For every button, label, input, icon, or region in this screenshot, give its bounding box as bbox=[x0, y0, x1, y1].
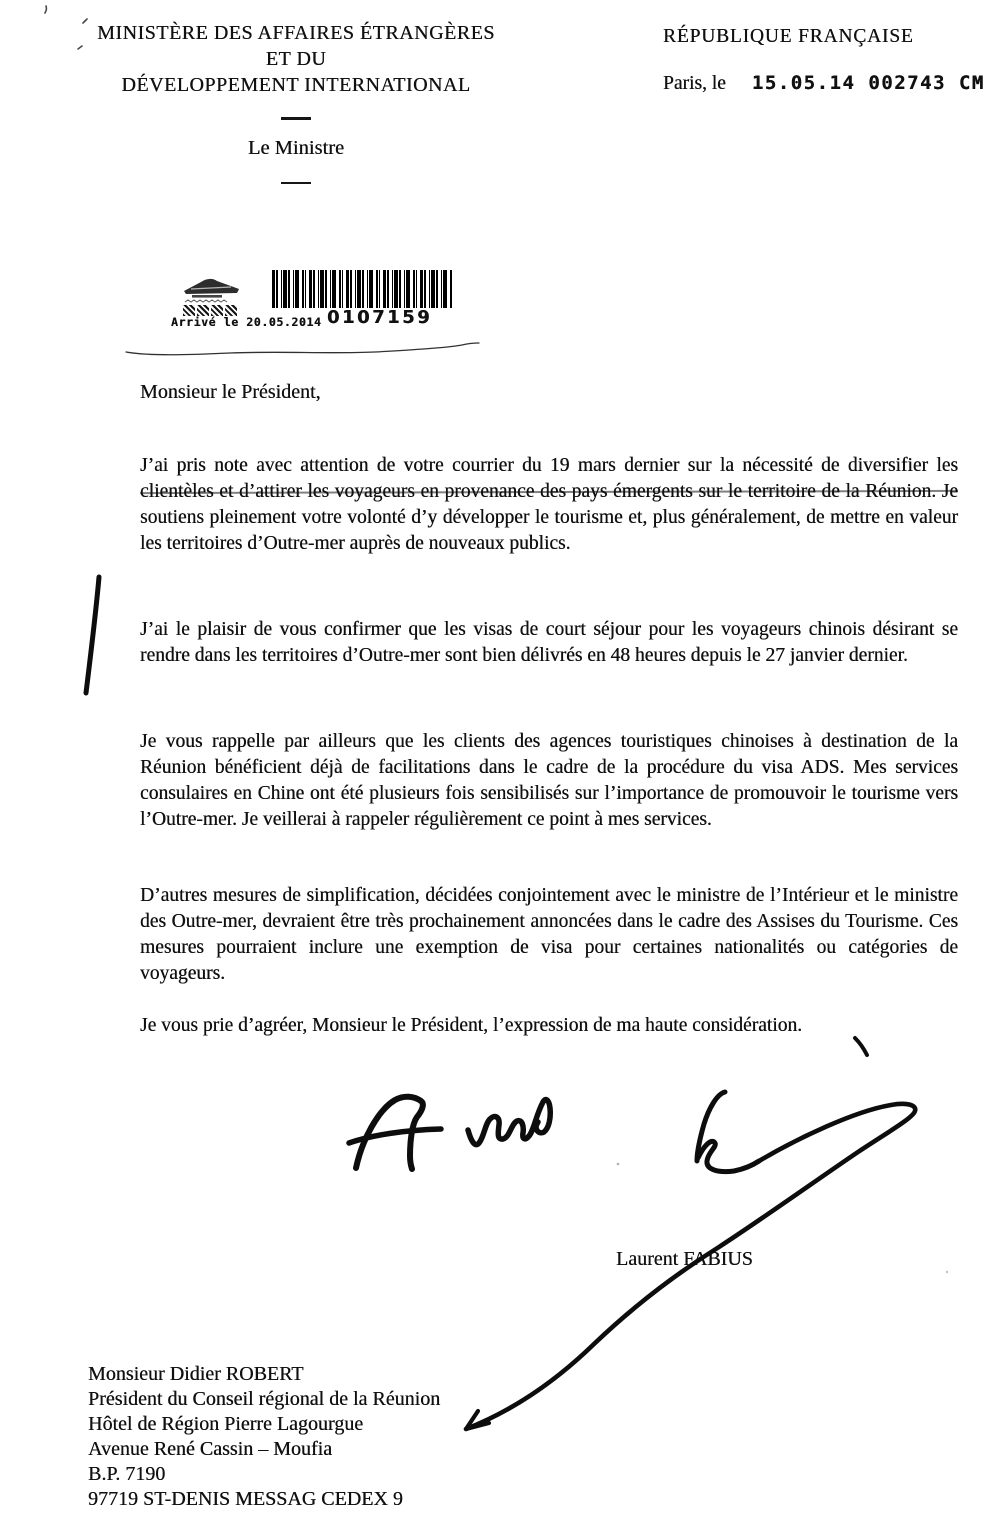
paragraph-2: J’ai le plaisir de vous confirmer que les visas de court séjour pour les voyageurs chinois désirant se rendre dans les territoires d’Outre-mer sont bien délivrés en 48 heures depuis le 27 janvier dernier. bbox=[140, 619, 958, 666]
header-right-block bbox=[663, 25, 1000, 95]
barcode bbox=[272, 270, 452, 308]
recipient-address-line: Avenue René Cassin – Moufia bbox=[88, 1438, 333, 1460]
ministry-name-line1: MINISTÈRE DES AFFAIRES ÉTRANGÈRES bbox=[97, 22, 495, 44]
arrival-date-stamp: Arrivé le 20.05.2014 bbox=[171, 315, 322, 329]
paragraph-1: J’ai pris note avec attention de votre courrier du 19 mars dernier sur la nécessité de diversifier les clientèles et d’attirer les voyageurs en provenance des pays émergents sur le territoire de la Réunion. Je soutiens pleinement votre volonté d’y développer le tourisme et, plus généralement, de mettre en valeur les territoires d’Outre-mer auprès de nouveaux publics. bbox=[140, 455, 958, 554]
sender-block bbox=[90, 20, 502, 184]
separator-dash bbox=[281, 182, 311, 185]
separator-dash bbox=[281, 117, 311, 120]
recipient-address-line: Hôtel de Région Pierre Lagourgue bbox=[88, 1413, 364, 1435]
scan-fold-line bbox=[126, 343, 479, 355]
paragraph-4: D’autres mesures de simplification, décidées conjointement avec le ministre de l’Intérieur et le ministre des Outre-mer, devraient être très prochainement annoncées dans le cadre des Assises du Tourisme. Ces mesures pourraient inclure une exemption de visa pour certaines nationalités ou catégories de voyageurs. bbox=[140, 885, 958, 984]
barcode-number: 0107159 bbox=[327, 307, 433, 328]
ministry-name-line2: ET DU bbox=[265, 48, 327, 70]
recipient-address-block bbox=[88, 1362, 440, 1512]
recipient-po-box: B.P. 7190 bbox=[88, 1463, 166, 1485]
closing-formula: Je vous prie d’agréer, Monsieur le Président, l’expression de ma haute considération. bbox=[140, 1015, 803, 1036]
margin-pen-stroke bbox=[86, 577, 99, 693]
registration-date-stamp: 15.05.14 002743 CM bbox=[751, 72, 985, 94]
handwritten-note bbox=[349, 1097, 550, 1169]
recipient-title: Président du Conseil régional de la Réunion bbox=[88, 1388, 441, 1410]
republic-title: RÉPUBLIQUE FRANÇAISE bbox=[663, 26, 914, 47]
place-date-label: Paris, le bbox=[663, 73, 726, 94]
ministry-name-line3: DÉVELOPPEMENT INTERNATIONAL bbox=[121, 74, 471, 96]
recipient-name: Monsieur Didier ROBERT bbox=[88, 1363, 304, 1385]
signatory-name: Laurent FABIUS bbox=[616, 1248, 753, 1270]
recipient-city-line: 97719 ST-DENIS MESSAG CEDEX 9 bbox=[88, 1488, 403, 1510]
minister-title: Le Ministre bbox=[247, 136, 345, 159]
region-logo-icon bbox=[181, 276, 243, 304]
date-line bbox=[663, 72, 1000, 95]
paragraph-3: Je vous rappelle par ailleurs que les clients des agences touristiques chinoises à destination de la Réunion bénéficient déjà de facilitations dans le cadre de la procédure du visa ADS. Mes services consulaires en Chine ont été plusieurs fois sensibilisés sur l’importance de promouvoir le tourisme vers l’Outre-mer. Je veillerai à rappeler régulièrement ce point à mes services. bbox=[140, 731, 958, 830]
salutation: Monsieur le Président, bbox=[140, 381, 321, 403]
signature-arrowhead bbox=[466, 1411, 489, 1429]
pen-flick-mark bbox=[855, 1038, 867, 1055]
